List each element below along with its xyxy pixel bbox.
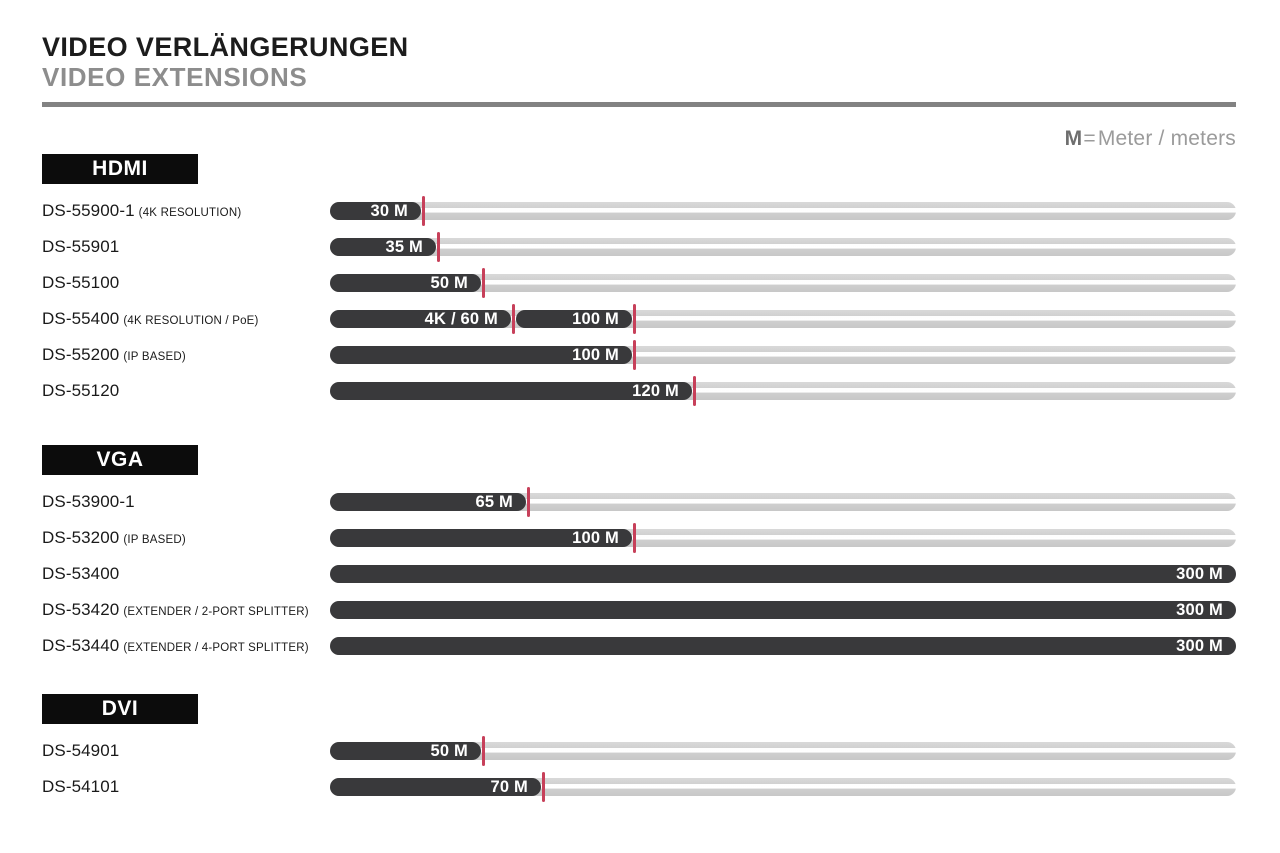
product-row <box>42 556 1236 592</box>
length-track <box>330 238 1236 256</box>
product-row <box>42 769 1236 805</box>
product-model-label <box>42 237 330 257</box>
max-length-tick-marker <box>437 232 440 262</box>
length-value-label: 65 M <box>475 493 513 511</box>
section-badge-dvi: DVI <box>42 694 198 724</box>
product-model-note: (EXTENDER / 2-PORT SPLITTER) <box>123 606 309 618</box>
product-model-number: DS-53200 <box>42 528 120 547</box>
length-bar <box>516 310 632 328</box>
max-length-tick-marker <box>633 523 636 553</box>
length-value-label: 300 M <box>1176 637 1223 655</box>
title-divider-rule <box>42 102 1236 107</box>
product-row <box>42 484 1236 520</box>
sections-container <box>42 154 1236 805</box>
length-bar-area <box>330 493 1236 511</box>
product-model-label <box>42 273 330 293</box>
length-bar-area <box>330 202 1236 220</box>
product-row <box>42 373 1236 409</box>
product-row <box>42 733 1236 769</box>
product-model-number: DS-55901 <box>42 237 120 256</box>
product-model-label <box>42 528 330 548</box>
length-value-label: 100 M <box>572 310 619 328</box>
unit-legend-symbol: M <box>1064 127 1083 150</box>
product-model-note: (EXTENDER / 4-PORT SPLITTER) <box>123 642 309 654</box>
product-model-label <box>42 309 330 329</box>
max-length-tick-marker <box>542 772 545 802</box>
length-bar-area <box>330 346 1236 364</box>
length-bar-area <box>330 238 1236 256</box>
page-header <box>42 32 1236 150</box>
product-model-number: DS-55120 <box>42 381 120 400</box>
length-value-label: 50 M <box>430 274 468 292</box>
unit-legend <box>42 127 1236 150</box>
length-bar-area <box>330 565 1236 583</box>
section-badge-hdmi: HDMI <box>42 154 198 184</box>
page-title-english: VIDEO EXTENSIONS <box>42 62 308 92</box>
length-value-label: 70 M <box>490 778 528 796</box>
product-model-note: (4K RESOLUTION) <box>138 207 242 219</box>
product-model-number: DS-55100 <box>42 273 120 292</box>
length-bar <box>330 778 541 796</box>
product-row <box>42 229 1236 265</box>
section-rows <box>42 733 1236 805</box>
section-badge-vga: VGA <box>42 445 198 475</box>
product-model-label <box>42 381 330 401</box>
product-model-number: DS-53900-1 <box>42 492 135 511</box>
product-model-label <box>42 564 330 584</box>
length-bar <box>330 346 632 364</box>
max-length-tick-marker <box>693 376 696 406</box>
length-value-label: 50 M <box>430 742 468 760</box>
product-model-number: DS-53440 <box>42 636 120 655</box>
unit-legend-equals: = <box>1083 127 1096 150</box>
product-model-label <box>42 636 330 656</box>
product-model-label <box>42 600 330 620</box>
length-bar-area <box>330 601 1236 619</box>
product-model-number: DS-53400 <box>42 564 120 583</box>
product-row <box>42 193 1236 229</box>
section-hdmi <box>42 154 1236 409</box>
product-model-note: (IP BASED) <box>123 351 186 363</box>
section-rows <box>42 193 1236 409</box>
unit-legend-text: Meter / meters <box>1097 127 1236 150</box>
length-bar-area <box>330 742 1236 760</box>
length-bar <box>330 274 481 292</box>
length-bar <box>330 493 526 511</box>
product-row <box>42 265 1236 301</box>
length-bar <box>330 637 1236 655</box>
length-bar-area <box>330 382 1236 400</box>
length-bar <box>330 529 632 547</box>
length-value-label: 300 M <box>1176 565 1223 583</box>
length-value-label: 4K / 60 M <box>424 310 498 328</box>
product-model-number: DS-55900-1 <box>42 201 135 220</box>
max-length-tick-marker <box>482 736 485 766</box>
product-model-number: DS-53420 <box>42 600 120 619</box>
max-length-tick-marker <box>633 304 636 334</box>
product-model-label <box>42 492 330 512</box>
length-bar-area <box>330 310 1236 328</box>
product-row <box>42 628 1236 664</box>
product-model-note: (4K RESOLUTION / PoE) <box>123 315 259 327</box>
product-model-number: DS-54901 <box>42 741 120 760</box>
section-vga <box>42 445 1236 664</box>
product-model-label <box>42 777 330 797</box>
product-row <box>42 520 1236 556</box>
length-bar <box>330 202 421 220</box>
max-length-tick-marker <box>633 340 636 370</box>
length-track <box>330 202 1236 220</box>
product-model-number: DS-54101 <box>42 777 120 796</box>
section-dvi <box>42 694 1236 805</box>
page-title-german: VIDEO VERLÄNGERUNGEN <box>42 32 409 62</box>
max-length-tick-marker <box>422 196 425 226</box>
length-value-label: 300 M <box>1176 601 1223 619</box>
product-model-label <box>42 345 330 365</box>
product-model-number: DS-55200 <box>42 345 120 364</box>
product-model-label <box>42 741 330 761</box>
product-row <box>42 337 1236 373</box>
length-bar-area <box>330 274 1236 292</box>
length-bar-area <box>330 637 1236 655</box>
section-rows <box>42 484 1236 664</box>
length-bar <box>330 742 481 760</box>
length-value-label: 35 M <box>385 238 423 256</box>
length-bar <box>330 382 692 400</box>
product-model-note: (IP BASED) <box>123 534 186 546</box>
length-value-label: 120 M <box>632 382 679 400</box>
length-value-label: 100 M <box>572 346 619 364</box>
length-bar <box>330 565 1236 583</box>
max-length-tick-marker <box>482 268 485 298</box>
length-bar <box>330 601 1236 619</box>
product-model-number: DS-55400 <box>42 309 120 328</box>
length-value-label: 100 M <box>572 529 619 547</box>
length-bar <box>330 310 511 328</box>
product-row <box>42 301 1236 337</box>
product-model-label <box>42 201 330 221</box>
length-bar <box>330 238 436 256</box>
length-bar-area <box>330 778 1236 796</box>
length-value-label: 30 M <box>370 202 408 220</box>
max-length-tick-marker <box>527 487 530 517</box>
max-length-tick-marker <box>512 304 515 334</box>
length-bar-area <box>330 529 1236 547</box>
product-row <box>42 592 1236 628</box>
